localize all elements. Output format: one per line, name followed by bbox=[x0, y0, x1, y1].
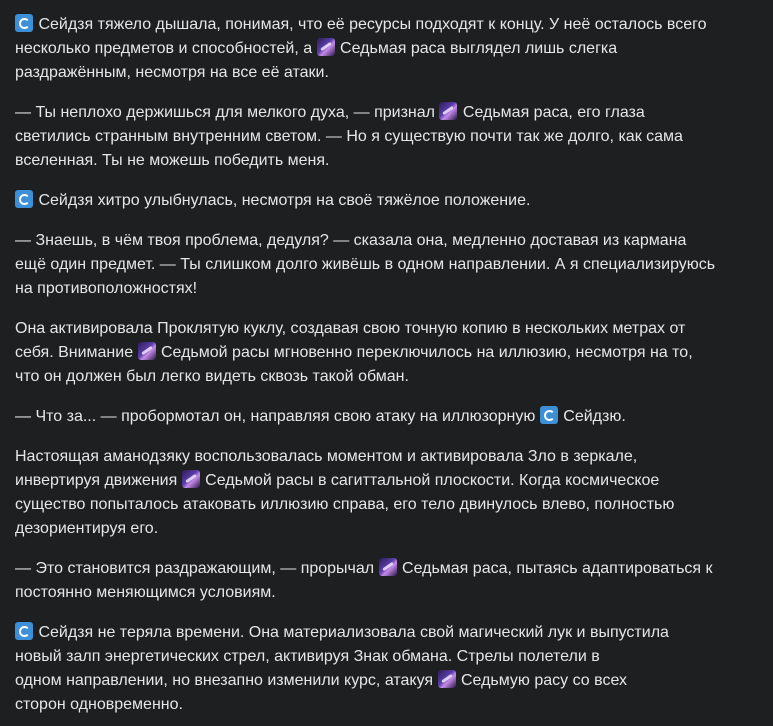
paragraph bbox=[15, 557, 757, 605]
galaxy-icon bbox=[438, 670, 456, 688]
text-run: новый залп энергетических стрел, активируя Знак обмана. Стрелы полетели в bbox=[15, 648, 600, 665]
text-run: Седьмой расы мгновенно переключилось на иллюзию, несмотря на то, bbox=[156, 344, 693, 361]
text-run: Седьмой расы в сагиттальной плоскости. Когда космическое bbox=[200, 472, 660, 489]
text-run: существо попыталось атаковать иллюзию справа, его тело двинулось влево, полностью bbox=[15, 496, 675, 513]
sync-arrows-icon bbox=[15, 14, 33, 32]
text-run: Настоящая аманодзяку воспользовалась моментом и активировала Зло в зеркале, bbox=[15, 448, 638, 465]
paragraph bbox=[15, 621, 757, 717]
text-run: Седьмую расу со всех bbox=[456, 672, 628, 689]
text-run: на противоположностях! bbox=[15, 280, 198, 297]
paragraph bbox=[15, 229, 757, 301]
sync-arrows-icon bbox=[15, 190, 33, 208]
text-run: светились странным внутренним светом. — Но я существую почти так же долго, как сама bbox=[15, 128, 683, 145]
sync-arrows-icon bbox=[540, 406, 558, 424]
paragraph bbox=[15, 13, 757, 85]
text-run: одном направлении, но внезапно изменили курс, атакуя bbox=[15, 672, 438, 689]
paragraph bbox=[15, 445, 757, 541]
text-run: себя. Внимание bbox=[15, 344, 138, 361]
text-run: Сейдзю. bbox=[558, 408, 626, 425]
text-run: ещё один предмет. — Ты слишком долго живёшь в одном направлении. А я специализируюсь bbox=[15, 256, 716, 273]
paragraph bbox=[15, 189, 757, 213]
text-run: дезориентируя его. bbox=[15, 520, 159, 537]
text-run: Сейдзя тяжело дышала, понимая, что её ресурсы подходят к концу. У неё осталось всего bbox=[34, 16, 707, 33]
text-run: вселенная. Ты не можешь победить меня. bbox=[15, 152, 330, 169]
galaxy-icon bbox=[317, 38, 335, 56]
text-run: Седьмая раса, его глаза bbox=[458, 104, 645, 121]
galaxy-icon bbox=[182, 470, 200, 488]
text-run: инвертируя движения bbox=[15, 472, 182, 489]
text-run: Она активировала Проклятую куклу, создавая свою точную копию в нескольких метрах от bbox=[15, 320, 686, 337]
text-run: Сейдзя не теряла времени. Она материализовала свой магический лук и выпустила bbox=[34, 624, 669, 641]
text-run: Сейдзя хитро улыбнулась, несмотря на своё тяжёлое положение. bbox=[34, 192, 531, 209]
sync-arrows-icon bbox=[15, 622, 33, 640]
paragraph bbox=[15, 405, 757, 429]
paragraph bbox=[15, 317, 757, 389]
text-run: — Ты неплохо держишься для мелкого духа, — признал bbox=[15, 104, 440, 121]
text-run: — Знаешь, в чём твоя проблема, дедуля? — сказала она, медленно доставая из кармана bbox=[15, 232, 687, 249]
text-run: несколько предметов и способностей, а bbox=[15, 40, 317, 57]
text-run: раздражённым, несмотря на все её атаки. bbox=[15, 64, 329, 81]
galaxy-icon bbox=[439, 102, 457, 120]
paragraph bbox=[15, 101, 757, 173]
galaxy-icon bbox=[379, 558, 397, 576]
text-run: Седьмая раса, пытаясь адаптироваться к bbox=[397, 560, 713, 577]
text-run: — Что за... — пробормотал он, направляя свою атаку на иллюзорную bbox=[15, 408, 540, 425]
text-run: постоянно меняющимся условиям. bbox=[15, 584, 276, 601]
text-run: — Это становится раздражающим, — прорычал bbox=[15, 560, 379, 577]
text-run: что он должен был легко видеть сквозь такой обман. bbox=[15, 368, 409, 385]
text-run: Седьмая раса выглядел лишь слегка bbox=[335, 40, 618, 57]
galaxy-icon bbox=[138, 342, 156, 360]
text-run: сторон одновременно. bbox=[15, 696, 183, 713]
